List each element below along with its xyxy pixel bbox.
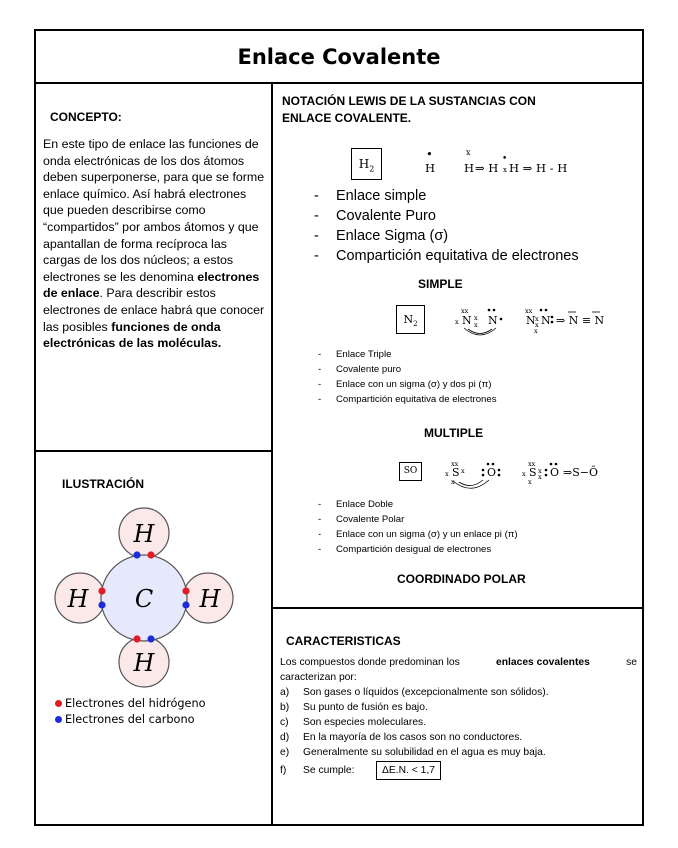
svg-text:S: S — [529, 466, 537, 479]
concepto-text: En este tipo de enlace las funciones de onda electrónicas de los dos átomos deben superponerse, para que se forme enlace químico. Así habrá electrones que pueden describirse como “compartidos” por ambos átomos y que apantallan de forma recíproca las cargas de los dos núcleos; a estos electrones se les denomina electrones de enlace. Para describir estos electrones de enlace habrá que conocer las posibles funciones de onda electrónicas de las moléculas. — [43, 137, 265, 351]
list-item: d) En la mayoría de los casos son no conductores. — [280, 732, 523, 743]
svg-text:x: x — [538, 473, 542, 481]
n2-formula-box: $N_2$ — [396, 305, 425, 334]
carbon-electron — [147, 635, 154, 642]
h-label-bottom: H — [133, 649, 155, 677]
carbon-electron — [133, 551, 140, 558]
n2-lewis-equation — [452, 302, 612, 342]
svg-text:x: x — [522, 470, 526, 478]
formula-box: ΔE.N. < 1,7 — [376, 761, 441, 780]
svg-text:O: O — [550, 466, 560, 479]
legend: Electrones del hidrógeno Electrones del carbono — [55, 696, 206, 728]
svg-text:x: x — [534, 327, 538, 335]
methane-diagram — [40, 500, 265, 690]
coordinado-heading: COORDINADO POLAR — [397, 572, 526, 586]
c-label: C — [134, 585, 154, 613]
simple-heading: SIMPLE — [418, 277, 463, 291]
svg-text:x: x — [538, 467, 542, 475]
list-item: b) Su punto de fusión es bajo. — [280, 702, 428, 713]
so-formula-box: SO — [399, 462, 422, 481]
ilustracion-heading: ILUSTRACIÓN — [62, 477, 144, 491]
svg-text:S: S — [452, 466, 460, 479]
lewis-heading: NOTACIÓN LEWIS DE LA SUSTANCIAS CON ENLACE COVALENTE. — [282, 94, 536, 125]
carbon-electron — [98, 601, 105, 608]
list-item: a) Son gases o líquidos (excepcionalmente son sólidos). — [280, 687, 549, 698]
svg-text:O: O — [487, 466, 497, 479]
svg-text:⇒ N ≡ N: ⇒ N ≡ N — [556, 314, 605, 327]
svg-text:x: x — [474, 314, 478, 322]
h2-formula-box: $H_2$ — [351, 148, 382, 180]
svg-text:x: x — [445, 470, 449, 478]
svg-text:xx: xx — [451, 460, 459, 468]
h-label-right: H — [199, 585, 221, 613]
svg-text:x: x — [474, 321, 478, 329]
hydrogen-electron — [147, 551, 154, 558]
hydrogen-electron — [182, 587, 189, 594]
caracteristicas-heading: CARACTERISTICAS — [286, 634, 401, 648]
multiple-heading: MULTIPLE — [424, 426, 484, 440]
svg-text:xx: xx — [528, 460, 536, 468]
legend-c-dot — [55, 716, 62, 723]
list-item: e) Generalmente su solubilidad en el agua es muy baja. — [280, 747, 546, 758]
list-item: c) Son especies moleculares. — [280, 717, 427, 728]
h2-properties: - Enlace simple - Covalente Puro - Enlace Sigma (σ) - Compartición equitativa de electrones — [314, 186, 579, 266]
concepto-heading: CONCEPTO: — [50, 110, 122, 124]
svg-text:x: x — [455, 318, 459, 326]
legend-h-dot — [55, 700, 62, 707]
svg-text:xx: xx — [525, 307, 533, 315]
h-label-left: H — [67, 585, 89, 613]
svg-text:x: x — [535, 315, 539, 323]
svg-text:N: N — [488, 314, 498, 327]
h-label-top: H — [133, 520, 155, 548]
svg-text:x: x — [528, 478, 532, 486]
hydrogen-electron — [98, 587, 105, 594]
svg-text:x: x — [535, 321, 539, 329]
so-properties: - Enlace Doble - Covalente Polar - Enlace con un sigma (σ) y un enlace pi (π) - Compartición desigual de electrones — [318, 497, 518, 557]
svg-text:N: N — [462, 314, 472, 327]
svg-text:x: x — [451, 478, 455, 486]
carbon-electron — [182, 601, 189, 608]
svg-text:N: N — [526, 314, 536, 327]
svg-text:xx: xx — [461, 307, 469, 315]
svg-text:x: x — [461, 467, 465, 475]
h2-lewis-equation: • x H H ⇒ H H ⇒ H - H • x — [425, 147, 568, 175]
page-title: Enlace Covalente — [34, 29, 644, 84]
hydrogen-electron — [133, 635, 140, 642]
list-item: f) Se cumple: ΔE.N. < 1,7 — [280, 761, 637, 780]
caracteristicas-text: Los compuestos donde predominan los enlaces covalentes se caracterizan por: a) Son gases o líquidos (excepcionalmente son sólidos). b) Su punto de fusión es bajo. c) Son especies moleculares. d) En la mayoría de los casos son no conductores. e) Generalmente su solubilidad en el agua es muy baja. f) Se cumple: ΔE.N. < 1,7 — [280, 655, 637, 780]
so-lewis-equation — [443, 456, 613, 496]
n2-properties: - Enlace Triple - Covalente puro - Enlace con un sigma (σ) y dos pi (π) - Compartición equitativa de electrones — [318, 347, 497, 407]
svg-text:⇒S−Ō: ⇒S−Ō — [563, 466, 598, 479]
svg-text:N: N — [541, 314, 551, 327]
